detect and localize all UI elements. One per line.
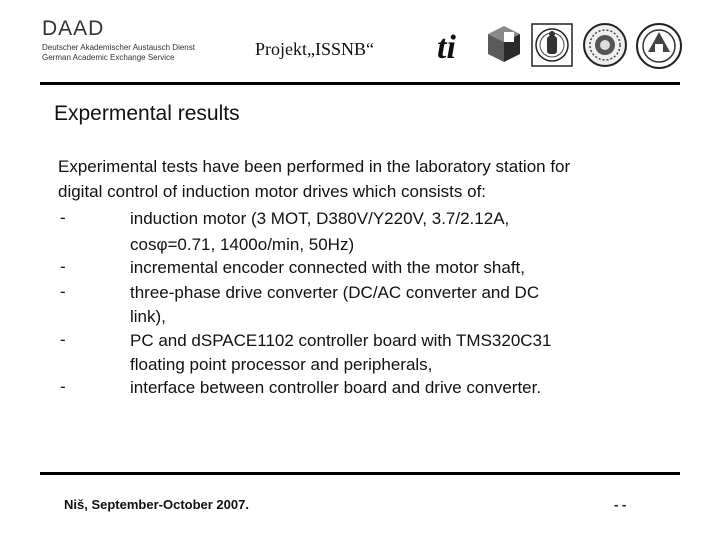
institute-seal-icon (634, 22, 684, 70)
faculty-seal-icon (582, 22, 628, 68)
bullet-4-line-1: PC and dSPACE1102 controller board with TMS320C31 (130, 331, 552, 350)
bullet-3-line-2: link), (130, 307, 166, 326)
bullet-5-line-1: interface between controller board and drive converter. (130, 378, 542, 397)
footer-text: Niš, September-October 2007. (64, 497, 249, 512)
intro-line-1: Experimental tests have been performed in the laboratory station for (58, 157, 571, 176)
bullet-marker: - (60, 282, 66, 301)
cube-logo-icon (486, 24, 522, 64)
daad-subtitle-german: Deutscher Akademischer Austausch Dienst (42, 43, 195, 52)
daad-subtitle-english: German Academic Exchange Service (42, 53, 175, 62)
footer-divider (40, 472, 680, 475)
university-seal-icon (530, 22, 574, 68)
bullet-4-line-2: floating point processor and peripherals, (130, 355, 433, 374)
bullet-marker: - (60, 377, 66, 396)
daad-logo-title: DAAD (42, 17, 105, 40)
header-divider (40, 82, 680, 85)
bullet-marker: - (60, 208, 66, 227)
page-number: - - (614, 497, 627, 512)
ti-logo-icon (434, 24, 484, 68)
bullet-2-line-1: incremental encoder connected with the motor shaft, (130, 258, 525, 277)
bullet-marker: - (60, 257, 66, 276)
bullet-3-line-1: three-phase drive converter (DC/AC converter and DC (130, 283, 540, 302)
ti-logo-text: ti (437, 29, 456, 66)
project-title: Projekt„ISSNB“ (255, 39, 374, 59)
bullet-1-line-2: cosφ=0.71, 1400o/min, 50Hz) (130, 235, 355, 254)
intro-line-2: digital control of induction motor drives which consists of: (58, 182, 487, 201)
slide-heading: Expermental results (54, 102, 240, 125)
bullet-1-line-1: induction motor (3 MOT, D380V/Y220V, 3.7/2.12A, (130, 209, 510, 228)
bullet-marker: - (60, 330, 66, 349)
